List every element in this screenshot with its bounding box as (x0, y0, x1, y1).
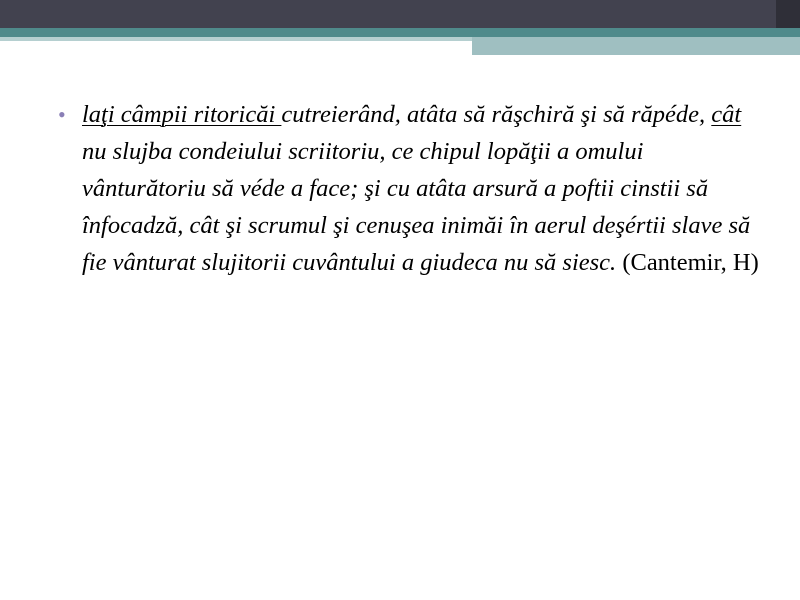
quote-text-1: cutreierând, atâta să răşchiră şi să răpéde, (281, 101, 712, 128)
header-teal-strip (0, 28, 800, 37)
header-dark-corner (776, 0, 800, 28)
slide-content (58, 96, 768, 281)
bullet-icon: • (58, 102, 66, 127)
citation: (Cantemir, H) (622, 249, 759, 276)
quote-underlined-1: laţi câmpii ritoricăi (82, 101, 282, 128)
bullet-item (58, 96, 768, 281)
quote-text-2: nu slujba condeiului scriitoriu, ce chipul lopăţii a omului vânturătoriu să véde a face; şi cu atâta arsură a poftii cinstii să înfocadză, cât şi scrumul şi cenuşea inimăi în aerul deşértii slave să fie vânturat slujitorii cuvântului a giudeca nu să siesc. (82, 138, 751, 276)
header-dark-bar (0, 0, 800, 28)
header-light-block (472, 37, 800, 55)
quote-underlined-2: cât (711, 101, 742, 128)
header-light-strip (0, 37, 472, 41)
